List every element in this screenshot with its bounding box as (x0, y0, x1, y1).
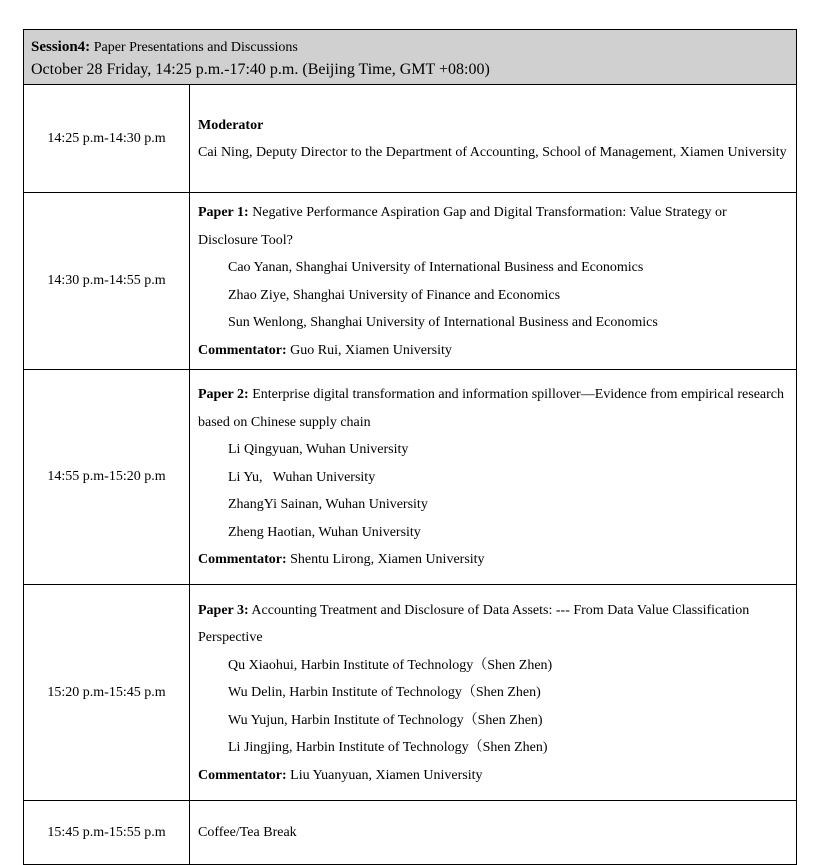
time-slot: 14:25 p.m-14:30 p.m (24, 85, 190, 193)
commentator-line (198, 546, 788, 574)
author: Li Qingyuan, Wuhan University (228, 442, 409, 458)
time-slot: 14:55 p.m-15:20 p.m (24, 370, 190, 585)
paper-row-2 (24, 370, 797, 585)
session-label: Session4: (31, 39, 91, 55)
paper-title: Accounting Treatment and Disclosure of Data Assets: --- From Data Value Classification Perspective (198, 602, 750, 646)
paper-details (190, 585, 797, 801)
author: Wu Yujun, Harbin Institute of Technology（Shen Zhen) (228, 712, 543, 728)
author: Zheng Haotian, Wuhan University (228, 524, 421, 540)
author: Zhao Ziye, Shanghai University of Finance and Economics (228, 287, 561, 303)
commentator-label: Commentator: (198, 552, 287, 568)
time-slot: 15:20 p.m-15:45 p.m (24, 585, 190, 801)
session-title: Paper Presentations and Discussions (93, 40, 298, 55)
session-header-row (24, 30, 797, 85)
session-schedule-table (23, 29, 797, 865)
break-label: Coffee/Tea Break (190, 801, 797, 865)
paper-title-line (198, 199, 788, 254)
moderator-details (190, 85, 797, 193)
commentator-label: Commentator: (198, 342, 287, 358)
break-row (24, 801, 797, 865)
paper-details (190, 193, 797, 370)
paper-label: Paper 1: (198, 205, 249, 220)
author: ZhangYi Sainan, Wuhan University (228, 497, 428, 513)
commentator-line (198, 762, 788, 790)
author: Wu Delin, Harbin Institute of Technology（Shen Zhen) (228, 685, 541, 701)
paper-title: Enterprise digital transformation and information spillover—Evidence from empirical research based on Chinese supply chain (198, 387, 785, 430)
commentator-name: Shentu Lirong, Xiamen University (290, 552, 485, 568)
paper-row-3 (24, 585, 797, 801)
session-title-line (31, 32, 789, 58)
session-datetime: October 28 Friday, 14:25 p.m.-17:40 p.m. (Beijing Time, GMT +08:00) (31, 61, 490, 78)
commentator-name: Liu Yuanyuan, Xiamen University (290, 767, 483, 783)
author: Cao Yanan, Shanghai University of International Business and Economics (228, 260, 644, 275)
time-slot: 15:45 p.m-15:55 p.m (24, 801, 190, 865)
paper-row-1 (24, 193, 797, 370)
paper-title-line (198, 597, 788, 652)
session-header (24, 30, 797, 85)
author: Li Yu, Wuhan University (228, 469, 376, 485)
paper-title: Negative Performance Aspiration Gap and Digital Transformation: Value Strategy or Disclosure Tool? (198, 205, 727, 248)
commentator-line (198, 337, 788, 365)
paper-label: Paper 3: (198, 602, 249, 618)
time-slot: 14:30 p.m-14:55 p.m (24, 193, 190, 370)
paper-title-line (198, 381, 788, 436)
moderator-text: Cai Ning, Deputy Director to the Department of Accounting, School of Management, Xiamen University (198, 145, 787, 160)
moderator-heading: Moderator (198, 117, 264, 133)
author: Sun Wenlong, Shanghai University of International Business and Economics (228, 315, 658, 330)
commentator-name: Guo Rui, Xiamen University (290, 342, 452, 358)
paper-label: Paper 2: (198, 387, 249, 403)
commentator-label: Commentator: (198, 767, 287, 783)
moderator-row (24, 85, 797, 193)
paper-details (190, 370, 797, 585)
author: Qu Xiaohui, Harbin Institute of Technology（Shen Zhen) (228, 657, 553, 673)
author: Li Jingjing, Harbin Institute of Technology（Shen Zhen) (228, 740, 548, 756)
